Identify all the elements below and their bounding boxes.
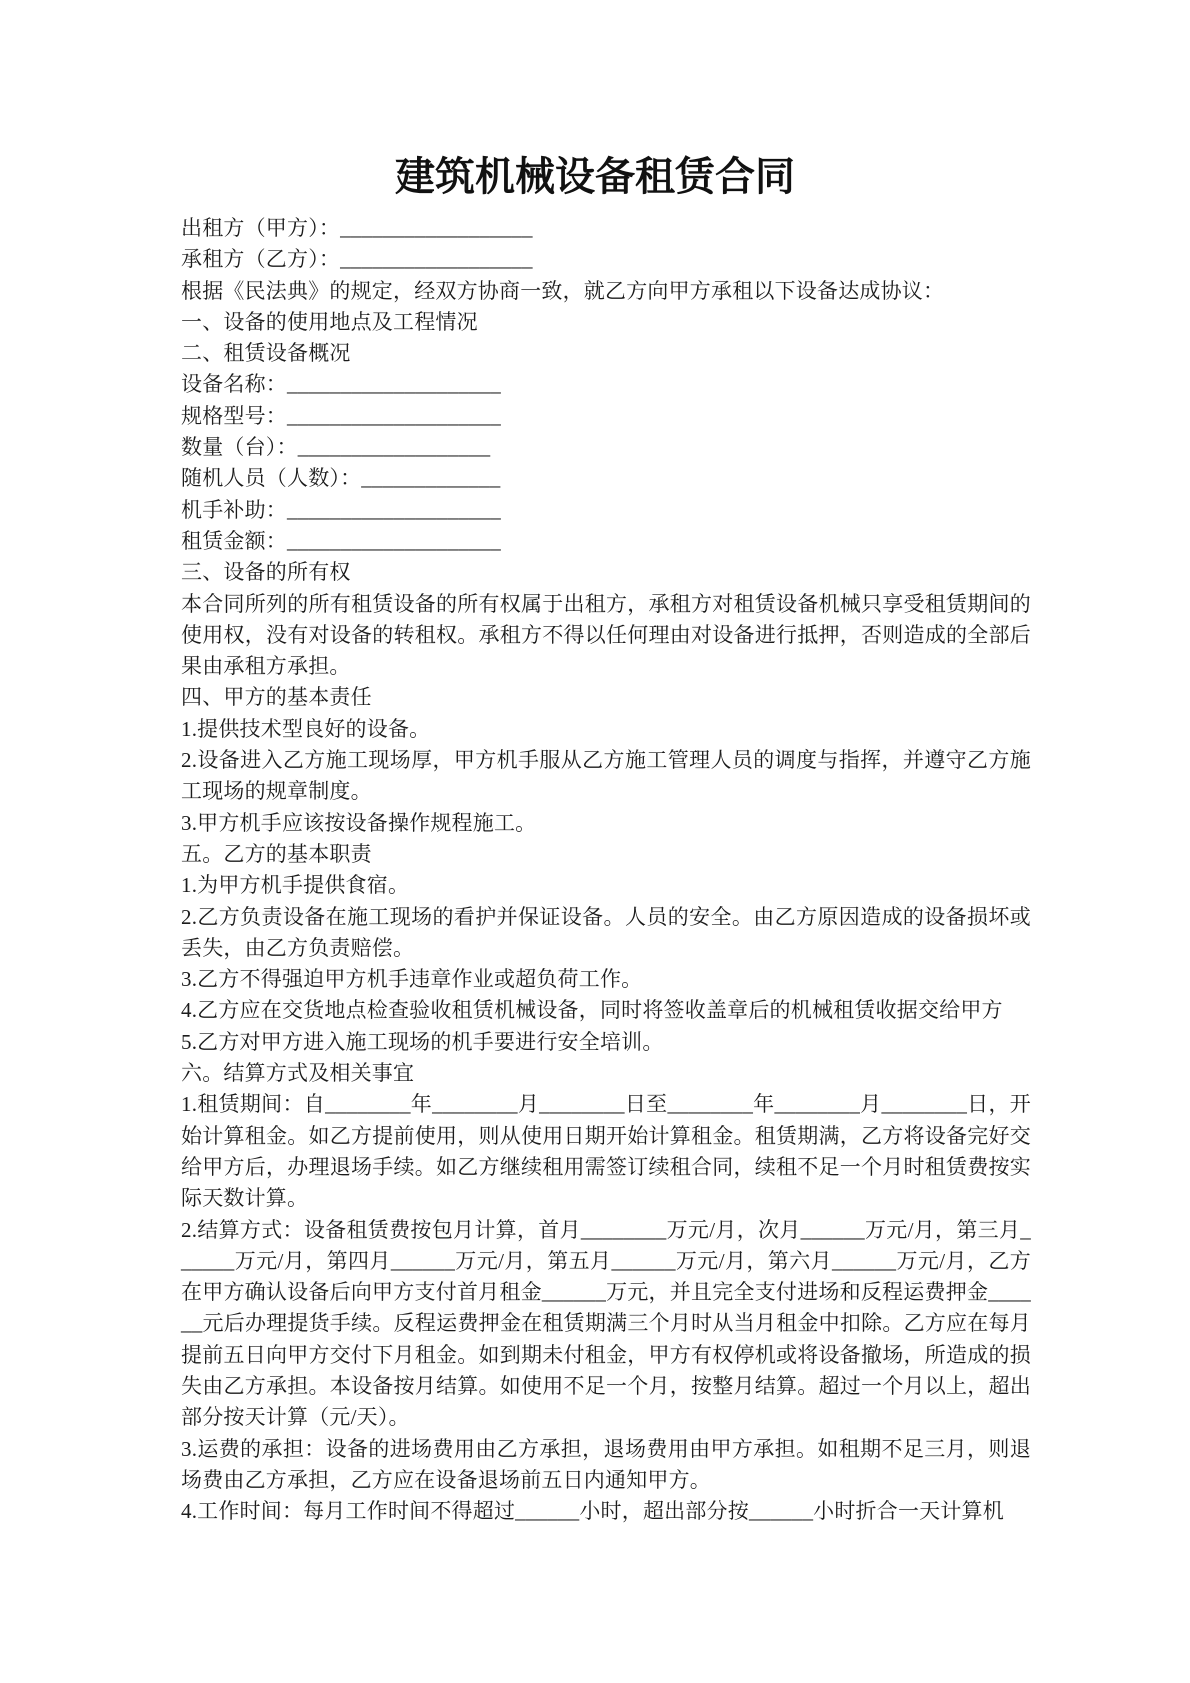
section-4-item-1: 1.提供技术型良好的设备。 bbox=[181, 716, 431, 741]
section-5-item-5: 5.乙方对甲方进入施工现场的机手要进行安全培训。 bbox=[181, 1029, 664, 1054]
section-5-item-1: 1.为甲方机手提供食宿。 bbox=[181, 873, 410, 898]
section-4-item-3: 3.甲方机手应该按设备操作规程施工。 bbox=[181, 810, 537, 835]
section-6-item-3: 3.运费的承担：设备的进场费用由乙方承担，退场费用由甲方承担。如租期不足三月，则退场费由乙方承担，乙方应在设备退场前五日内通知甲方。 bbox=[181, 1436, 1031, 1492]
section-4-heading: 四、甲方的基本责任 bbox=[181, 685, 372, 710]
field-rent-amount: 租赁金额：____________________ bbox=[181, 528, 501, 553]
section-2-heading: 二、租赁设备概况 bbox=[181, 341, 351, 366]
party-b-line: 承租方（乙方）：__________________ bbox=[181, 247, 533, 272]
field-quantity: 数量（台）：__________________ bbox=[181, 435, 491, 460]
section-5-item-3: 3.乙方不得强迫甲方机手违章作业或超负荷工作。 bbox=[181, 967, 643, 992]
section-3-heading: 三、设备的所有权 bbox=[181, 560, 351, 585]
section-6-item-1: 1.租赁期间：自________年________月________日至________年________月________日，开始计算租金。如乙方提前使用，则从使用日期开始计算租金。租赁期满，乙方将设备完好交给甲方后，办理退场手续。如乙方继续租用需签订续租合同，续租不足一个月时租赁费按实际天数计算。 bbox=[181, 1092, 1031, 1211]
section-5-item-4: 4.乙方应在交货地点检查验收租赁机械设备，同时将签收盖章后的机械租赁收据交给甲方 bbox=[181, 998, 1003, 1023]
section-6-item-4: 4.工作时间：每月工作时间不得超过______小时，超出部分按______小时折合一天计算机 bbox=[181, 1499, 1004, 1524]
section-1-heading: 一、设备的使用地点及工程情况 bbox=[181, 309, 478, 334]
section-5-item-2: 2.乙方负责设备在施工现场的看护并保证设备。人员的安全。由乙方原因造成的设备损坏或丢失，由乙方负责赔偿。 bbox=[181, 904, 1031, 960]
contract-body bbox=[181, 213, 1031, 1527]
party-a-line: 出租方（甲方）：__________________ bbox=[181, 216, 533, 240]
field-equipment-name: 设备名称：____________________ bbox=[181, 372, 501, 397]
section-4-item-2: 2.设备进入乙方施工现场厚，甲方机手服从乙方施工管理人员的调度与指挥，并遵守乙方施工现场的规章制度。 bbox=[181, 748, 1031, 804]
section-6-heading: 六。结算方式及相关事宜 bbox=[181, 1061, 415, 1086]
field-spec-model: 规格型号：____________________ bbox=[181, 403, 501, 428]
field-operator-subsidy: 机手补助：____________________ bbox=[181, 497, 501, 522]
preamble-text: 根据《民法典》的规定，经双方协商一致，就乙方向甲方承租以下设备达成协议： bbox=[181, 278, 945, 303]
field-crew-count: 随机人员（人数）：_____________ bbox=[181, 466, 501, 491]
contract-title: 建筑机械设备租赁合同 bbox=[395, 154, 795, 199]
section-3-body: 本合同所列的所有租赁设备的所有权属于出租方，承租方对租赁设备机械只享受租赁期间的使用权，没有对设备的转租权。承租方不得以任何理由对设备进行抵押，否则造成的全部后果由承租方承担。 bbox=[181, 591, 1031, 679]
section-5-heading: 五。乙方的基本职责 bbox=[181, 841, 372, 866]
section-6-item-2: 2.结算方式：设备租赁费按包月计算，首月________万元/月，次月______万元/月，第三月______万元/月，第四月______万元/月，第五月______万元/月，第六月______万元/月，乙方在甲方确认设备后向甲方支付首月租金______万元，并且完全支付进场和反程运费押金______元后办理提货手续。反程运费押金在租赁期满三个月时从当月租金中扣除。乙方应在每月提前五日向甲方交付下月租金。如到期未付租金，甲方有权停机或将设备撤场，所造成的损失由乙方承担。本设备按月结算。如使用不足一个月，按整月结算。超过一个月以上，超出部分按天计算（元/天）。 bbox=[181, 1217, 1031, 1430]
